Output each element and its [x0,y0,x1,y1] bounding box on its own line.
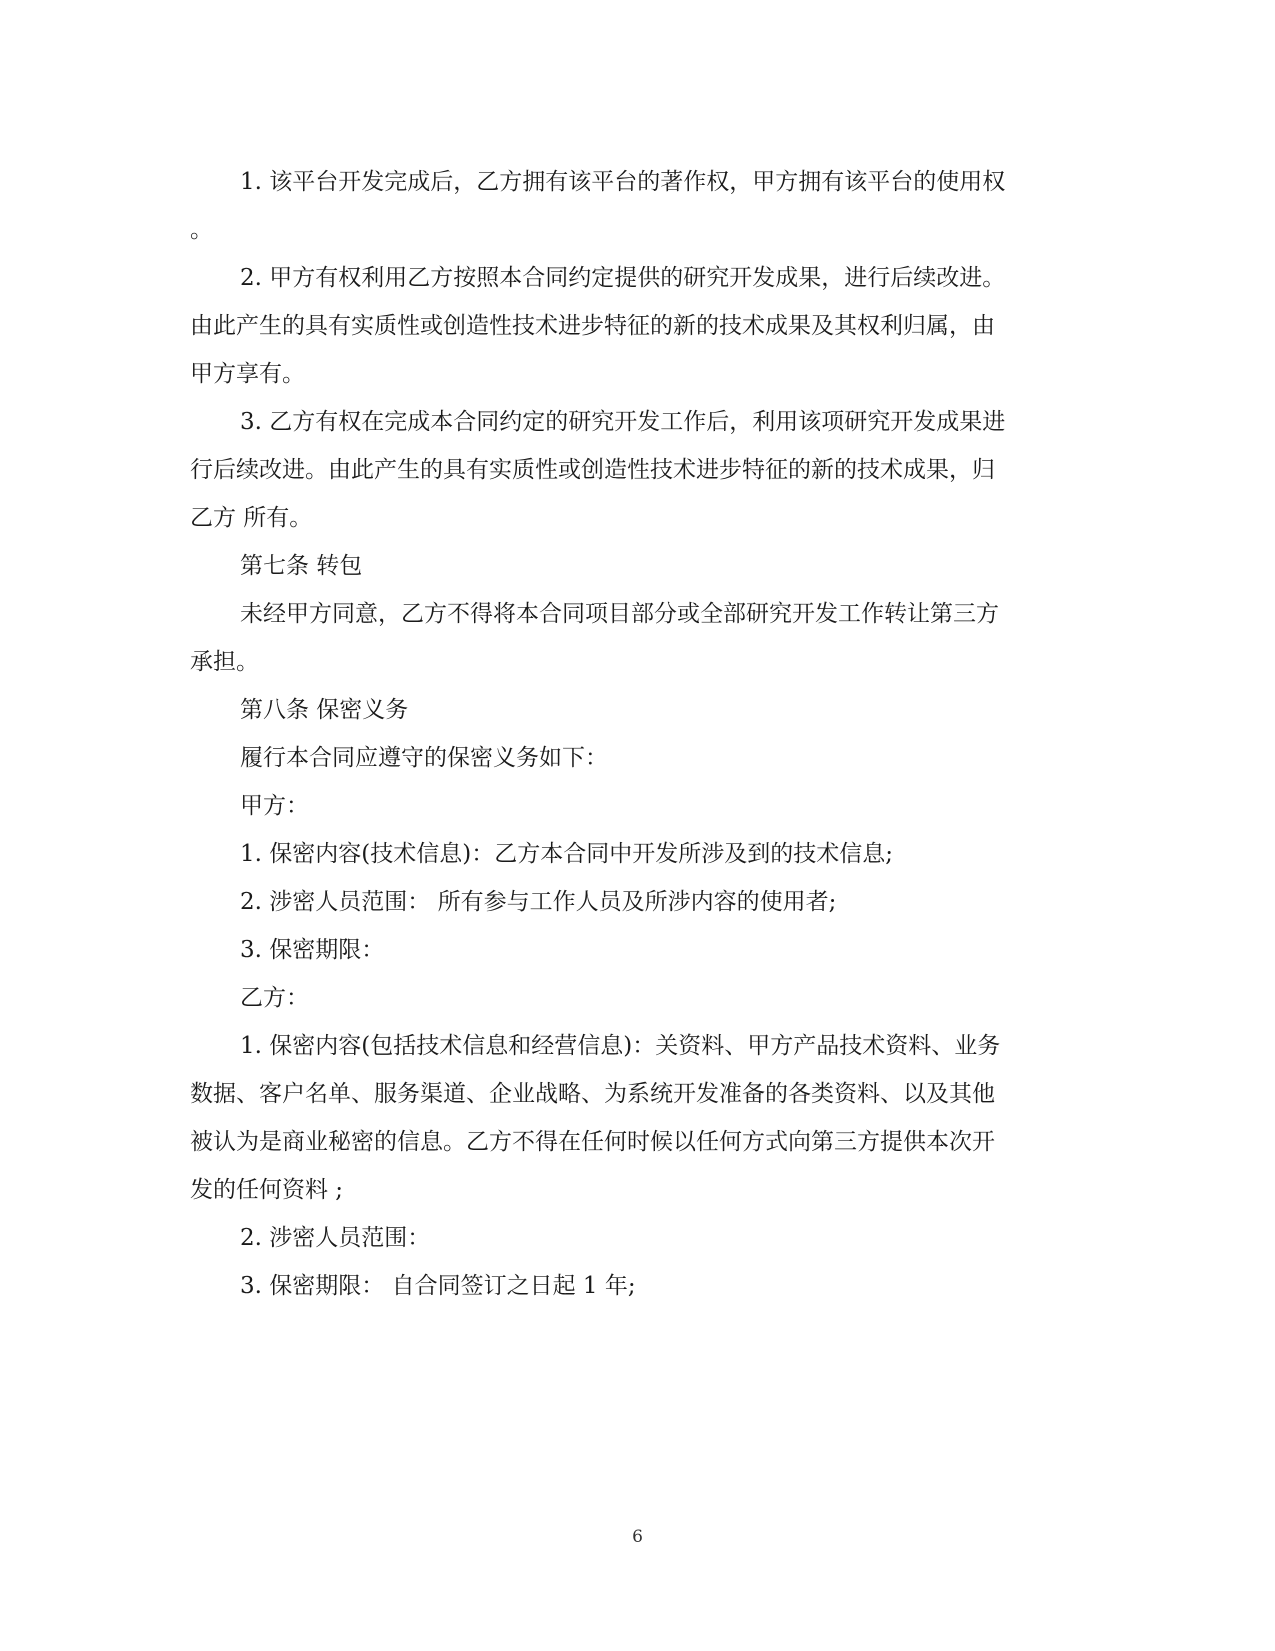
body-line: 承担。 [190,649,259,675]
list-item: 1. 保密内容(包括技术信息和经营信息)：关资料、甲方产品技术资料、业务 [240,1033,1001,1059]
body-line: 2. 甲方有权利用乙方按照本合同约定提供的研究开发成果，进行后续改进。 [240,265,1006,291]
body-line: 行后续改进。由此产生的具有实质性或创造性技术进步特征的新的技术成果，归 [190,457,995,483]
body-line: 发的任何资料 ; [190,1177,344,1203]
body-line: 乙方 所有。 [190,505,313,531]
body-line: 1. 该平台开发完成后，乙方拥有该平台的著作权，甲方拥有该平台的使用权 [240,169,1006,195]
body-line: 履行本合同应遵守的保密义务如下： [240,745,608,771]
body-line: 由此产生的具有实质性或创造性技术进步特征的新的技术成果及其权利归属，由 [190,313,995,339]
body-line: 未经甲方同意，乙方不得将本合同项目部分或全部研究开发工作转让第三方 [240,601,999,627]
list-item: 3. 保密期限： 自合同签订之日起 1 年; [240,1273,636,1299]
body-line: 被认为是商业秘密的信息。乙方不得在任何时候以任何方式向第三方提供本次开 [190,1129,995,1155]
body-line: 数据、客户名单、服务渠道、企业战略、为系统开发准备的各类资料、以及其他 [190,1081,995,1107]
body-line: 3. 乙方有权在完成本合同约定的研究开发工作后，利用该项研究开发成果进 [240,409,1006,435]
document-body [190,158,1070,1310]
body-line: 甲方享有。 [190,361,305,387]
list-item: 3. 保密期限： [240,937,385,963]
party-label: 甲方： [240,793,309,819]
list-item: 1. 保密内容(技术信息)：乙方本合同中开发所涉及到的技术信息; [240,841,893,867]
party-label: 乙方： [240,985,309,1011]
list-item: 2. 涉密人员范围： 所有参与工作人员及所涉内容的使用者; [240,889,837,915]
page-number: 6 [632,1527,643,1547]
section-heading: 第八条 保密义务 [240,697,409,723]
list-item: 2. 涉密人员范围： [240,1225,431,1251]
body-line: 。 [190,217,213,243]
section-heading: 第七条 转包 [240,553,363,579]
